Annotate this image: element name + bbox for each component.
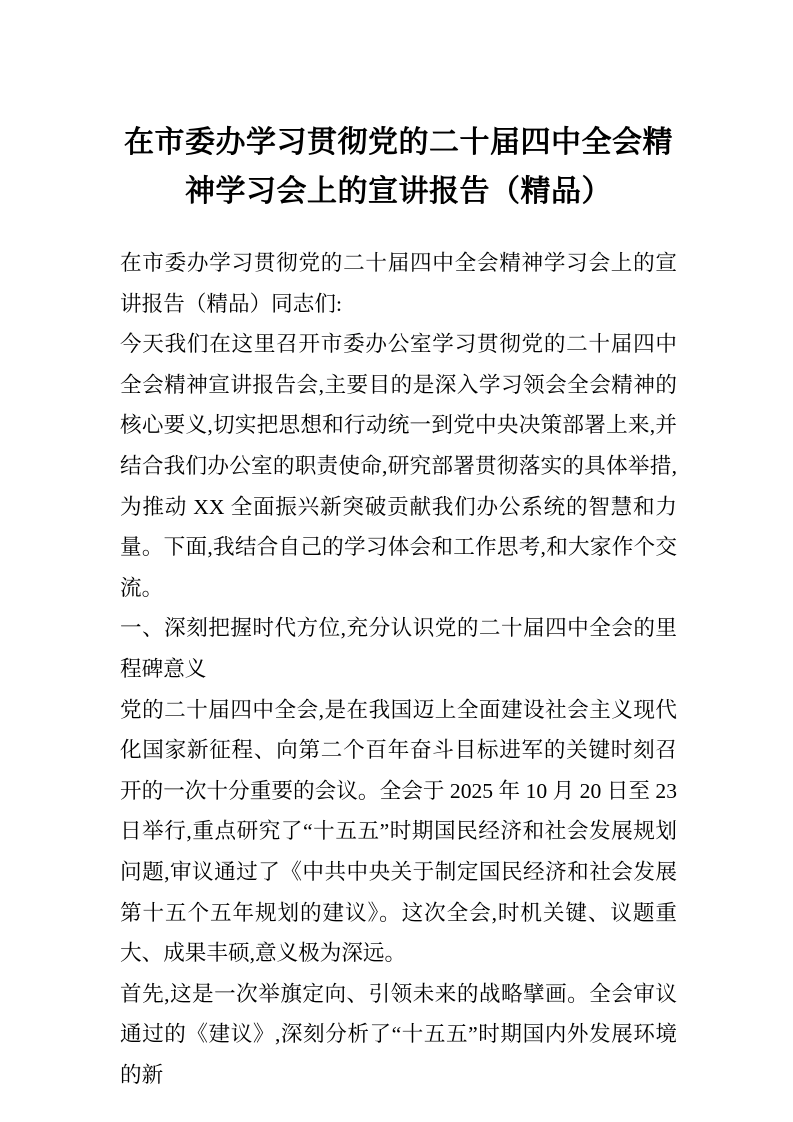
paragraph-first-point: 首先,这是一次举旗定向、引领未来的战略擘画。全会审议通过的《建议》,深刻分析了“十五五”时期国内外发展环境的新 (120, 981, 677, 1087)
paragraph-plenum-overview: 党的二十届四中全会,是在我国迈上全面建设社会主义现代化国家新征程、向第二个百年奋斗目标进军的关键时刻召开的一次十分重要的会议。全会于 2025 年 10 月 20 日至 23 日举行,重点研究了“十五五”时期国民经济和社会发展规划问题,审议通过了《中共中央关于制定国民经济和社会发展第十五个五年规划的建议》。这次全会,时机关键、议题重大、成果丰硕,意义极为深远。 (120, 697, 677, 966)
document-title: 在市委办学习贯彻党的二十届四中全会精神学习会上的宣讲报告（精品） (124, 126, 673, 208)
paragraph-salutation: 在市委办学习贯彻党的二十届四中全会精神学习会上的宣讲报告（精品）同志们: (120, 251, 677, 316)
paragraph-intro: 今天我们在这里召开市委办公室学习贯彻党的二十届四中全会精神宣讲报告会,主要目的是深入学习领会全会精神的核心要义,切实把思想和行动统一到党中央决策部署上来,并结合我们办公室的职责使命,研究部署贯彻落实的具体举措,为推动 XX 全面振兴新突破贡献我们办公系统的智慧和力量。下面,我结合自己的学习体会和工作思考,和大家作个交流。 (120, 332, 677, 600)
section-heading-one: 一、深刻把握时代方位,充分认识党的二十届四中全会的里程碑意义 (120, 616, 677, 681)
document-body (120, 243, 677, 1095)
